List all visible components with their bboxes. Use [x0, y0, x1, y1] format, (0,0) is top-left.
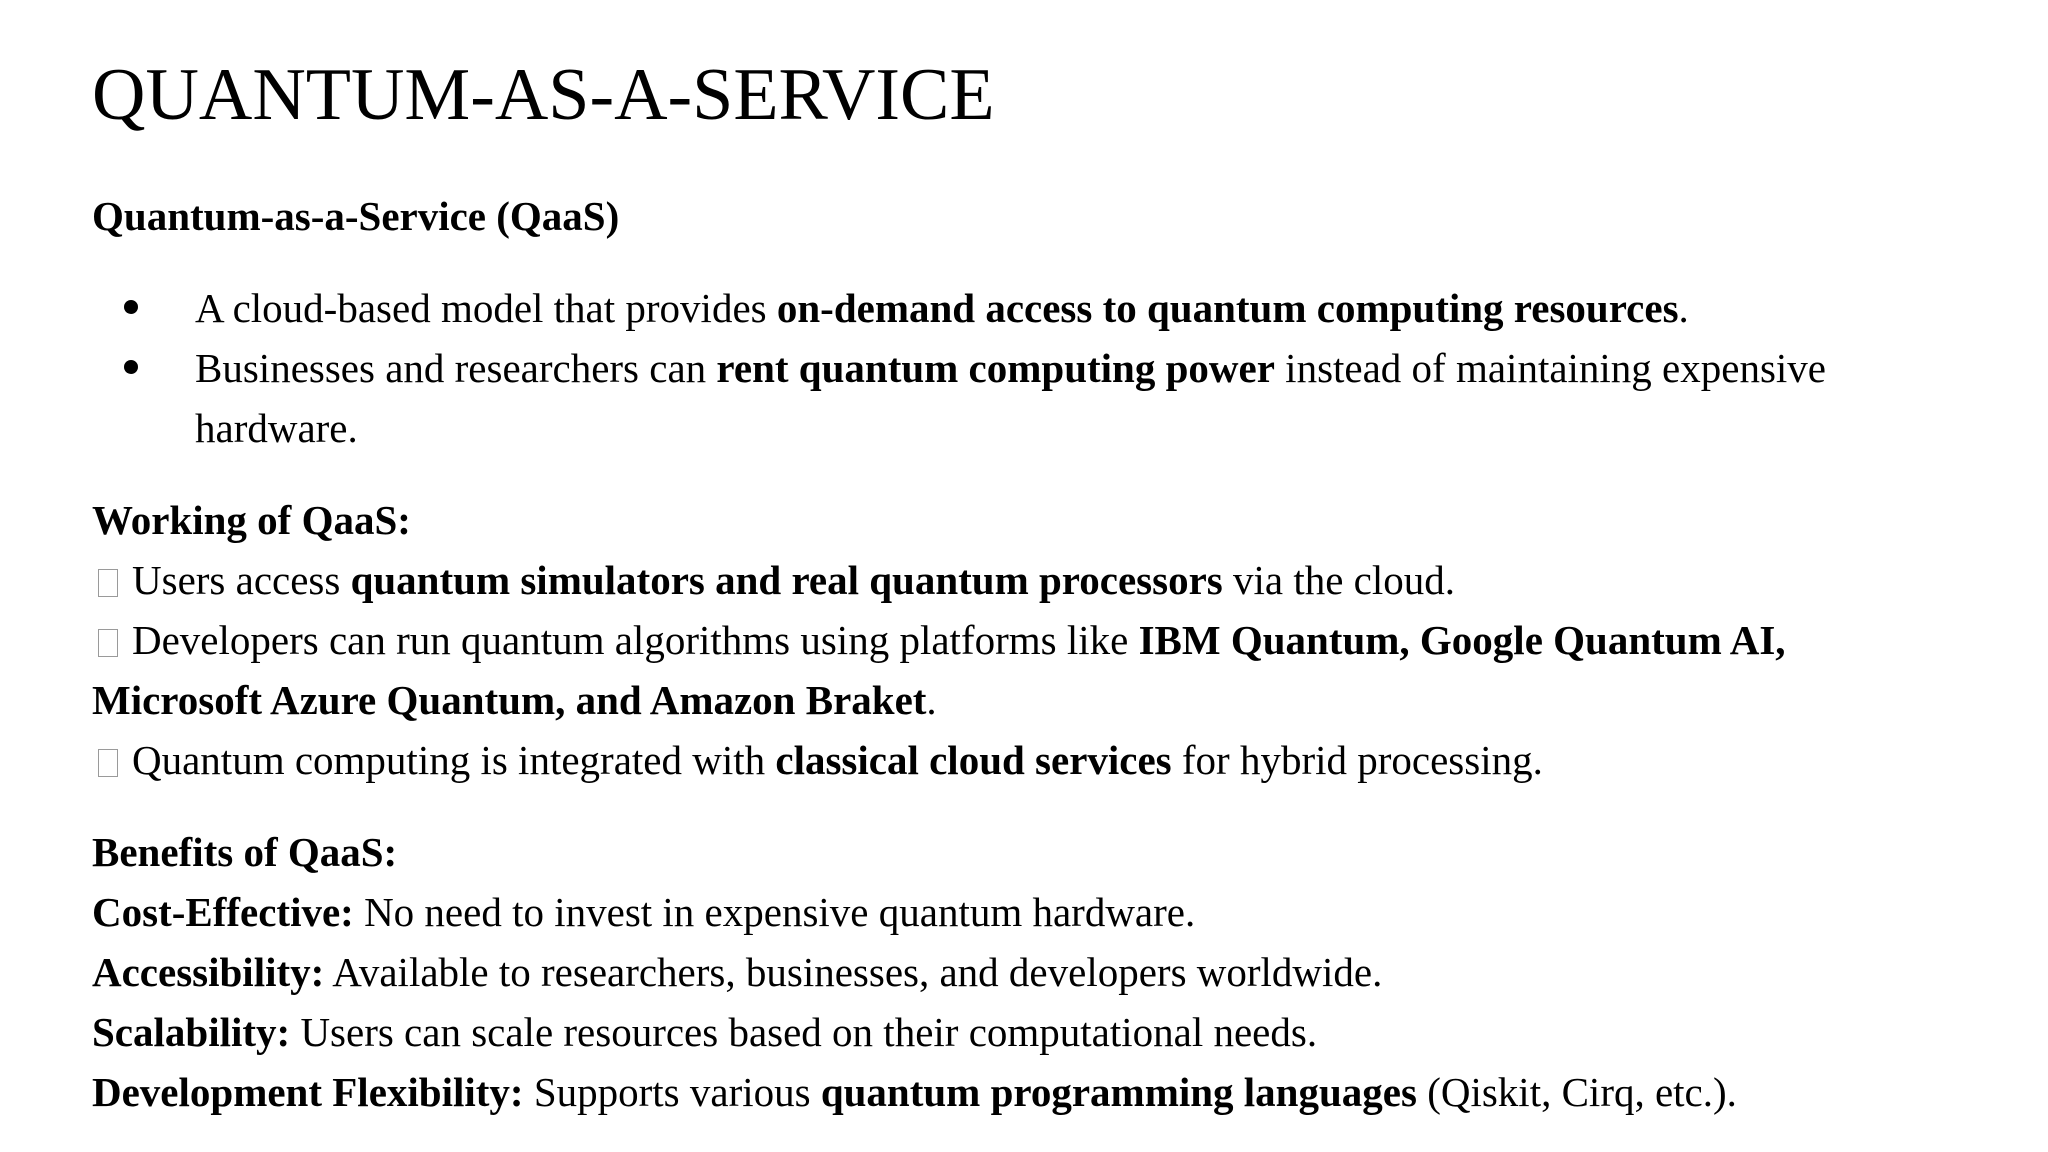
missing-glyph-box-icon — [98, 629, 118, 657]
intro-bullet-text: A cloud-based model that provides — [195, 285, 777, 331]
working-item-continuation-end: . — [926, 677, 937, 723]
working-item-text-end: for hybrid processing. — [1171, 737, 1543, 783]
intro-bullet-bold: rent quantum computing power — [716, 345, 1275, 391]
intro-bullet-list — [92, 278, 1826, 458]
working-item-continuation-bold: Microsoft Azure Quantum, and Amazon Braket — [92, 677, 927, 723]
working-item-text-end: via the cloud. — [1222, 557, 1456, 603]
benefit-item — [92, 942, 1737, 1002]
working-item-text: Users access — [132, 557, 351, 603]
benefit-text: Available to researchers, businesses, and developers worldwide. — [324, 949, 1383, 995]
benefits-heading: Benefits of QaaS: — [92, 829, 398, 875]
working-item-bold: quantum simulators and real quantum processors — [350, 557, 1223, 603]
working-item-bold: IBM Quantum, Google Quantum AI, — [1138, 617, 1786, 663]
intro-bullet-item — [92, 278, 1826, 338]
page-title: QUANTUM-AS-A-SERVICE — [92, 54, 995, 136]
working-item-text: Quantum computing is integrated with — [132, 737, 776, 783]
intro-bullet-text-end: . — [1678, 285, 1689, 331]
working-item — [92, 550, 1786, 610]
intro-section — [92, 186, 1826, 458]
intro-bullet-bold: on-demand access to quantum computing resources — [776, 285, 1679, 331]
intro-bullet-item — [92, 338, 1826, 398]
benefit-label: Scalability: — [92, 1009, 291, 1055]
benefit-text-end: (Qiskit, Cirq, etc.). — [1416, 1069, 1737, 1115]
benefit-item — [92, 1002, 1737, 1062]
intro-bullet-text-end: instead of maintaining expensive — [1274, 345, 1826, 391]
working-item-bold: classical cloud services — [775, 737, 1172, 783]
missing-glyph-box-icon — [98, 749, 118, 777]
benefit-item — [92, 882, 1737, 942]
intro-bullet-text: Businesses and researchers can — [195, 345, 717, 391]
intro-heading: Quantum-as-a-Service (QaaS) — [92, 193, 620, 239]
benefit-text: No need to invest in expensive quantum hardware. — [353, 889, 1196, 935]
intro-bullet-continuation — [92, 398, 1826, 458]
working-section — [92, 490, 1786, 790]
benefits-section — [92, 822, 1737, 1122]
working-item-continuation — [92, 670, 1786, 730]
benefit-label: Development Flexibility: — [92, 1069, 524, 1115]
working-item — [92, 610, 1786, 670]
benefit-text: Supports various — [523, 1069, 821, 1115]
working-item — [92, 730, 1786, 790]
working-item-text: Developers can run quantum algorithms using platforms like — [132, 617, 1139, 663]
benefit-bold: quantum programming languages — [820, 1069, 1417, 1115]
benefit-label: Cost-Effective: — [92, 889, 354, 935]
working-heading: Working of QaaS: — [92, 497, 411, 543]
benefit-text: Users can scale resources based on their computational needs. — [290, 1009, 1318, 1055]
missing-glyph-box-icon — [98, 569, 118, 597]
intro-bullet-continuation-text: hardware. — [195, 405, 358, 451]
bullet-dot-icon — [124, 300, 138, 314]
bullet-dot-icon — [124, 360, 138, 374]
benefit-label: Accessibility: — [92, 949, 325, 995]
benefit-item — [92, 1062, 1737, 1122]
